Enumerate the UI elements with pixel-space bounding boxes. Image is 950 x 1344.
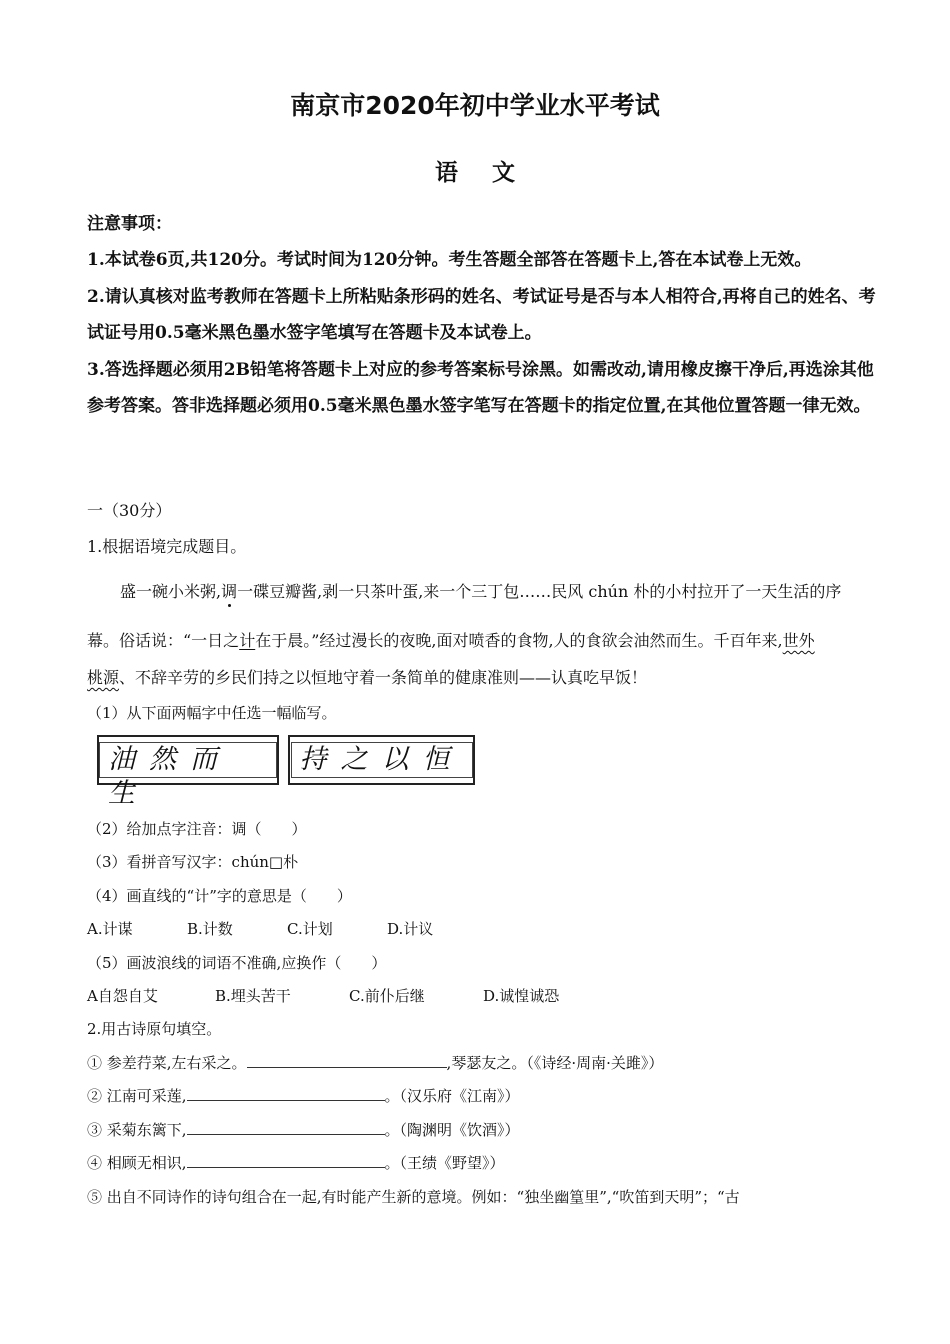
passage-text: 在于晨。”经过漫长的夜晚,面对喷香的食物,人的食欲会油然而生。千百年来, [255,631,783,650]
option-c: C.前仆后继 [349,987,425,1005]
poem-text: 。（王绩《野望》） [384,1154,505,1172]
underlined-char: 计 [239,631,256,650]
option-a: A自怨自艾 [87,987,158,1005]
notice-item-2: 2.请认真核对监考教师在答题卡上所粘贴条形码的姓名、考试证号是否与本人相符合,再将自己的姓名、考试证号用0.5毫米黑色墨水签字笔填写在答题卡及本试卷上。 [87,286,876,344]
q2-line-4 [87,1152,505,1173]
poem-text: ③ 采菊东篱下, [87,1121,187,1139]
answer-blank[interactable] [187,1086,385,1101]
copybook-box-2 [288,735,475,785]
dotted-char: 调 [221,582,238,601]
option-d: D.诚惶诚恐 [483,987,560,1005]
passage-text: 、不辞辛劳的乡民们持之以恒地守着一条简单的健康准则——认真吃早饭！ [119,668,648,687]
passage-text: 一碟豆瓣酱,剥一只茶叶蛋,来一个三丁包……民风 chún 朴的小村拉开了一天生活的序 [237,582,842,601]
q1-sub4-options [87,918,433,939]
q1-sub3: （3）看拼音写汉字：chún□朴 [87,853,299,871]
q1-sub1: （1）从下面两幅字中任选一幅临写。 [87,704,337,722]
q1-passage-line-2 [87,628,877,651]
passage-text: 幕。俗话说：“一日之 [87,631,240,650]
option-b: B.埋头苦干 [215,987,291,1005]
q1-prompt: 1.根据语境完成题目。 [87,537,247,556]
q1-passage-line-1 [87,579,877,602]
q2-line-2 [87,1085,520,1106]
q2-prompt: 2.用古诗原句填空。 [87,1020,222,1038]
copybook-box-1 [97,735,279,809]
exam-title: 南京市2020年初中学业水平考试 [290,91,660,120]
passage-text: 盛一碗小米粥, [120,582,222,601]
notice-item-1: 1.本试卷6页,共120分。考试时间为120分钟。考生答题全部答在答题卡上,答在本试卷上无效。 [87,250,812,271]
notice-item-3: 3.答选择题必须用2B铅笔将答题卡上对应的参考答案标号涂黑。如需改动,请用橡皮擦干净后,再选涂其他参考答案。答非选择题必须用0.5毫米黑色墨水签字笔写在答题卡的指定位置,在其他位置答题一律无效。 [87,359,874,417]
q1-sub4: （4）画直线的“计”字的意思是（ ） [87,887,352,905]
q1-sub5-options [87,985,559,1006]
section-heading: 一（30分） [87,501,172,520]
exam-subject: 语文 [435,160,549,186]
option-d: D.计议 [387,920,434,938]
poem-text: ④ 相顾无相识, [87,1154,187,1172]
q1-sub2: （2）给加点字注音：调（ ） [87,820,307,838]
copybook-text-1: 油然而生 [99,742,277,778]
poem-text: ,琴瑟友之。（《诗经·周南·关雎》） [446,1054,664,1072]
option-b: B.计数 [187,920,233,938]
notice-block [87,206,877,424]
option-a: A.计谋 [87,920,133,938]
notice-heading: 注意事项： [87,214,172,234]
answer-blank[interactable] [187,1153,385,1168]
q2-line-5: ⑤ 出自不同诗作的诗句组合在一起,有时能产生新的意境。例如：“独坐幽篁里”,“吹笛到天明”；“古 [87,1188,740,1206]
q1-sub5: （5）画波浪线的词语不准确,应换作（ ） [87,954,387,972]
poem-text: ① 参差荇菜,左右采之。 [87,1054,247,1072]
poem-text: ② 江南可采莲, [87,1087,187,1105]
wavy-underlined-word: 世外 [782,631,815,650]
option-c: C.计划 [287,920,333,938]
q2-line-1 [87,1052,663,1073]
q1-passage-line-3 [87,665,877,688]
q2-line-3 [87,1119,520,1140]
poem-text: 。（陶渊明《饮酒》） [384,1121,520,1139]
copybook-text-2: 持之以恒 [291,742,473,778]
answer-blank[interactable] [247,1053,447,1068]
wavy-underlined-word: 桃源 [87,668,120,687]
answer-blank[interactable] [187,1120,385,1135]
poem-text: 。（汉乐府《江南》） [384,1087,520,1105]
